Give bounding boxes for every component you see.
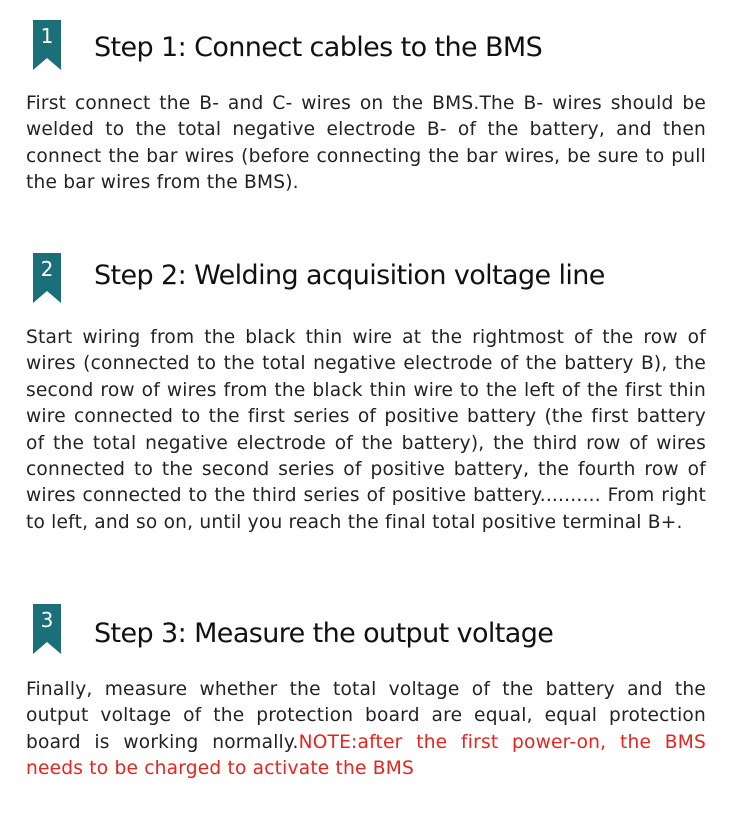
step-3-title: Step 3: Measure the output voltage bbox=[94, 618, 554, 649]
step-3-number: 3 bbox=[40, 608, 54, 632]
step-3-note: NOTE:after the first power-on, the BMS needs to be charged to activate the BMS bbox=[26, 731, 706, 780]
step-1-badge bbox=[33, 20, 61, 70]
step-2-badge bbox=[33, 253, 61, 303]
step-3-body bbox=[26, 677, 706, 783]
step-2-number: 2 bbox=[40, 257, 54, 281]
step-2-body: Start wiring from the black thin wire at the rightmost of the row of wires (connected to the total negative electrode of the battery B), the second row of wires from the black thin wire to the left of the first thin wire connected to the first series of positive battery (the first battery of the total negative electrode of the battery), the third row of wires connected to the second series of positive battery, the fourth row of wires connected to the third series of positive battery.......... From right to left, and so on, until you reach the final total positive terminal B+. bbox=[26, 327, 706, 533]
step-1-number: 1 bbox=[40, 24, 54, 48]
step-3-badge bbox=[33, 604, 61, 654]
step-3-body-text: Finally, measure whether the total voltage of the battery and the output voltage of the protection board are equal, equal protection board is working normally. bbox=[26, 679, 706, 753]
step-1-body: First connect the B- and C- wires on the BMS.The B- wires should be welded to the total negative electrode B- of the battery, and then connect the bar wires (before connecting the bar wires, be sure to pull the bar wires from the BMS). bbox=[26, 93, 706, 194]
step-1-title: Step 1: Connect cables to the BMS bbox=[94, 32, 543, 63]
step-2-title: Step 2: Welding acquisition voltage line bbox=[94, 260, 605, 291]
